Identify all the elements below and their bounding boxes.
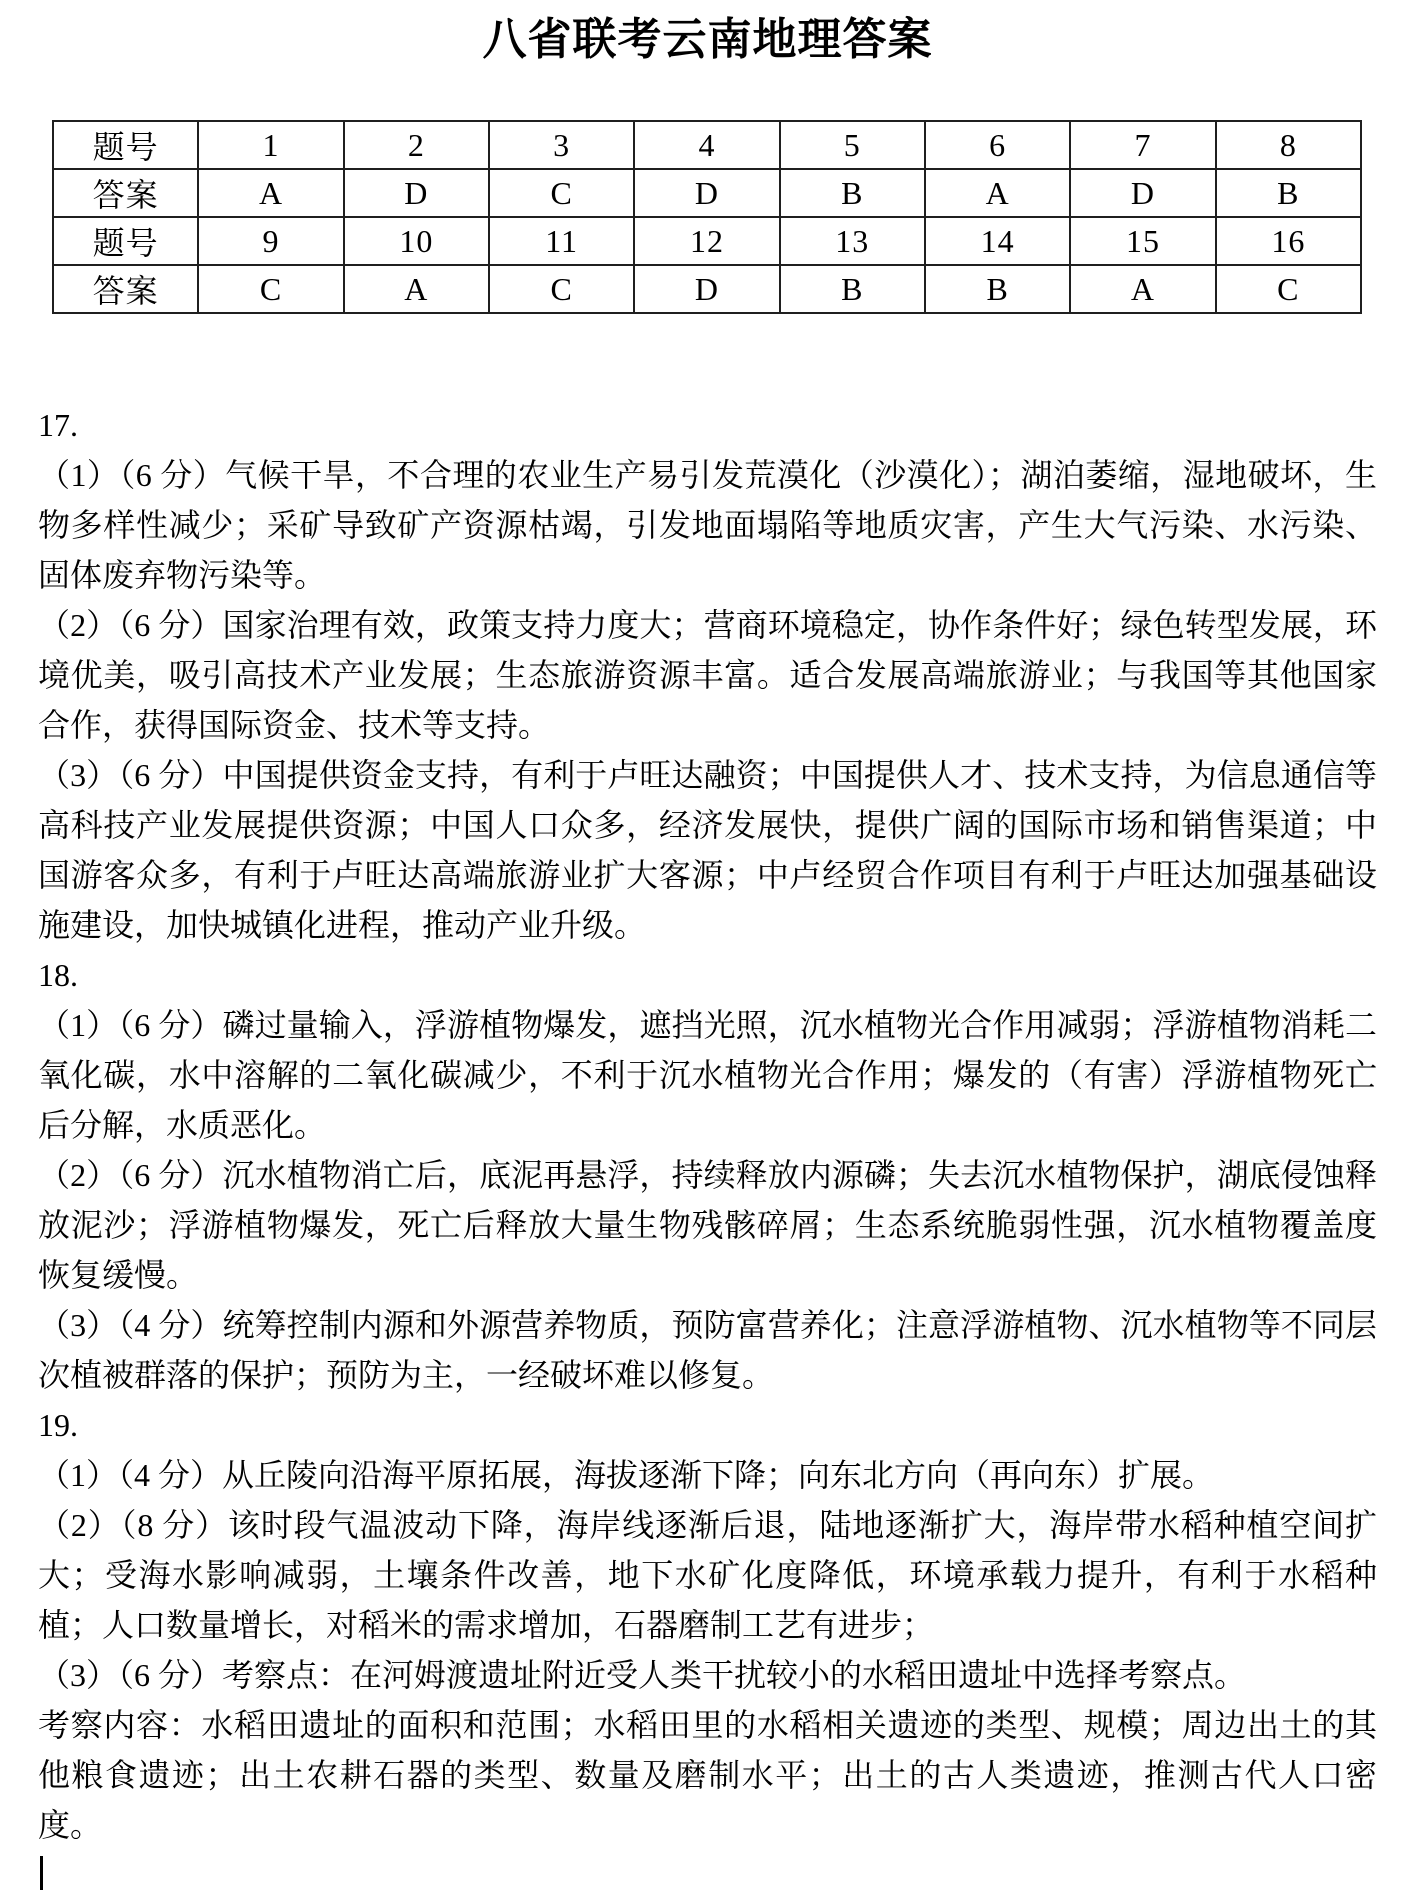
table-cell: 6 — [925, 121, 1070, 169]
answer-paragraph: （3）（4 分）统筹控制内源和外源营养物质，预防富营养化；注意浮游植物、沉水植物等不同层次植被群落的保护；预防为主，一经破坏难以修复。 — [38, 1307, 1377, 1393]
table-cell: 9 — [198, 217, 343, 265]
table-cell: 8 — [1216, 121, 1361, 169]
table-cell: 5 — [780, 121, 925, 169]
table-cell: 12 — [634, 217, 779, 265]
table-cell: 16 — [1216, 217, 1361, 265]
table-cell: B — [780, 265, 925, 313]
table-cell: B — [925, 265, 1070, 313]
table-cell: B — [780, 169, 925, 217]
table-cell: 11 — [489, 217, 634, 265]
table-row — [53, 169, 1361, 217]
table-cell: A — [344, 265, 489, 313]
text-cursor — [40, 1856, 43, 1890]
question-number: 17. — [38, 407, 78, 443]
answer-section — [38, 950, 1377, 1400]
answer-paragraph: （3）（6 分）考察点：在河姆渡遗址附近受人类干扰较小的水稻田遗址中选择考察点。 — [38, 1657, 1247, 1693]
table-cell: D — [344, 169, 489, 217]
answer-section — [38, 1400, 1377, 1850]
table-cell: A — [198, 169, 343, 217]
table-cell: B — [1216, 169, 1361, 217]
question-number: 19. — [38, 1407, 78, 1443]
table-cell: C — [1216, 265, 1361, 313]
table-cell: 1 — [198, 121, 343, 169]
answer-table — [52, 120, 1362, 314]
table-cell: 7 — [1070, 121, 1215, 169]
answer-paragraph: （3）（6 分）中国提供资金支持，有利于卢旺达融资；中国提供人才、技术支持，为信息通信等高科技产业发展提供资源；中国人口众多，经济发展快，提供广阔的国际市场和销售渠道；中国游客众多，有利于卢旺达高端旅游业扩大客源；中卢经贸合作项目有利于卢旺达加强基础设施建设，加快城镇化进程，推动产业升级。 — [38, 757, 1377, 943]
table-cell: D — [634, 169, 779, 217]
table-cell: C — [198, 265, 343, 313]
answer-sections — [38, 400, 1377, 1850]
question-number: 18. — [38, 957, 78, 993]
table-cell: 14 — [925, 217, 1070, 265]
answer-paragraph: （2）（8 分）该时段气温波动下降，海岸线逐渐后退，陆地逐渐扩大，海岸带水稻种植空间扩大；受海水影响减弱，土壤条件改善，地下水矿化度降低，环境承载力提升，有利于水稻种植；人口数量增长，对稻米的需求增加，石器磨制工艺有进步； — [38, 1507, 1377, 1643]
answer-section — [38, 400, 1377, 950]
table-cell: 13 — [780, 217, 925, 265]
answer-paragraph: 考察内容：水稻田遗址的面积和范围；水稻田里的水稻相关遗迹的类型、规模；周边出土的其他粮食遗迹；出土农耕石器的类型、数量及磨制水平；出土的古人类遗迹，推测古代人口密度。 — [38, 1707, 1377, 1843]
page-title: 八省联考云南地理答案 — [482, 15, 933, 64]
table-cell: 4 — [634, 121, 779, 169]
answer-table-body — [53, 121, 1361, 313]
answer-paragraph: （1）（4 分）从丘陵向沿海平原拓展，海拔逐渐下降；向东北方向（再向东）扩展。 — [38, 1457, 1215, 1493]
table-header-cell: 答案 — [53, 169, 198, 217]
answer-paragraph: （2）（6 分）沉水植物消亡后，底泥再悬浮，持续释放内源磷；失去沉水植物保护，湖底侵蚀释放泥沙；浮游植物爆发，死亡后释放大量生物残骸碎屑；生态系统脆弱性强，沉水植物覆盖度恢复缓慢。 — [38, 1157, 1377, 1293]
table-cell: D — [634, 265, 779, 313]
table-cell: C — [489, 169, 634, 217]
table-row — [53, 121, 1361, 169]
table-cell: A — [925, 169, 1070, 217]
table-row — [53, 217, 1361, 265]
table-cell: 3 — [489, 121, 634, 169]
answer-paragraph: （1）（6 分）磷过量输入，浮游植物爆发，遮挡光照，沉水植物光合作用减弱；浮游植物消耗二氧化碳，水中溶解的二氧化碳减少，不利于沉水植物光合作用；爆发的（有害）浮游植物死亡后分解，水质恶化。 — [38, 1007, 1377, 1143]
table-cell: D — [1070, 169, 1215, 217]
answer-paragraph: （1）（6 分）气候干旱，不合理的农业生产易引发荒漠化（沙漠化）；湖泊萎缩，湿地破坏，生物多样性减少；采矿导致矿产资源枯竭，引发地面塌陷等地质灾害，产生大气污染、水污染、固体废弃物污染等。 — [38, 457, 1377, 593]
answer-paragraph: （2）（6 分）国家治理有效，政策支持力度大；营商环境稳定，协作条件好；绿色转型发展，环境优美，吸引高技术产业发展；生态旅游资源丰富。适合发展高端旅游业；与我国等其他国家合作，获得国际资金、技术等支持。 — [38, 607, 1377, 743]
table-header-cell: 题号 — [53, 217, 198, 265]
table-cell: 2 — [344, 121, 489, 169]
table-cell: 15 — [1070, 217, 1215, 265]
table-cell: C — [489, 265, 634, 313]
table-header-cell: 题号 — [53, 121, 198, 169]
table-row — [53, 265, 1361, 313]
table-cell: A — [1070, 265, 1215, 313]
table-header-cell: 答案 — [53, 265, 198, 313]
document-page — [0, 14, 1415, 1890]
table-cell: 10 — [344, 217, 489, 265]
